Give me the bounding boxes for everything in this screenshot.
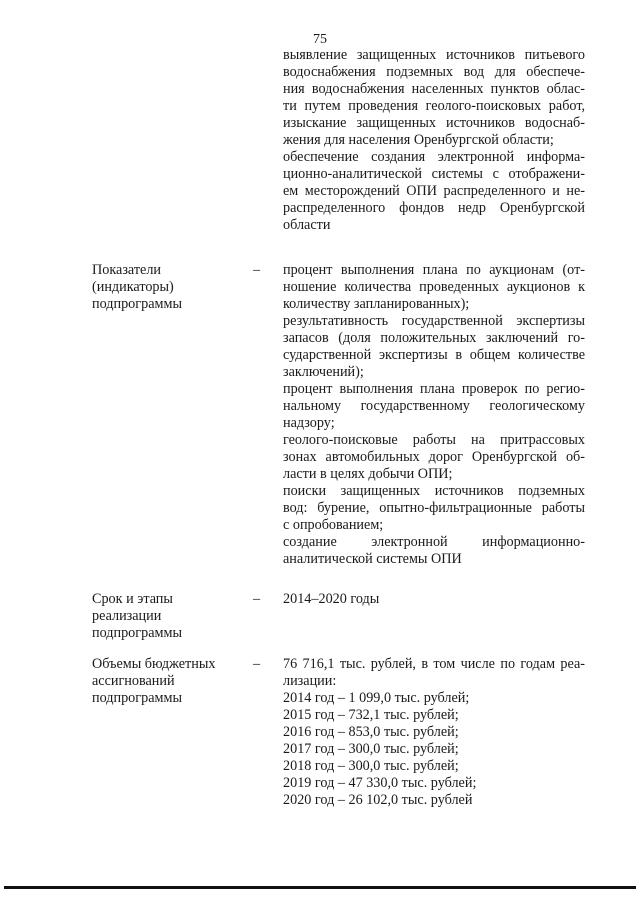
text-line: выявление защищенных источников питьевого: [283, 47, 585, 63]
page-number: 75: [313, 32, 327, 47]
label-line: подпрограммы: [92, 625, 182, 641]
text-line: сударственной экспертизы в общем количестве: [283, 347, 585, 363]
text-line: 2014–2020 годы: [283, 591, 380, 607]
text-line: водоснабжения подземных вод для обеспече-: [283, 64, 585, 80]
section-label: [92, 656, 215, 707]
text-line: результативность государственной экспертизы: [283, 313, 585, 329]
text-line: области: [283, 217, 331, 233]
bottom-rule: [4, 886, 636, 889]
label-line: Срок и этапы: [92, 591, 173, 607]
text-line: количеству запланированных);: [283, 296, 470, 312]
section-label: [92, 591, 182, 642]
text-line: геолого-поисковые работы на притрассовых: [283, 432, 585, 448]
text-line: вод: бурение, опытно-фильтрационные работы: [283, 500, 585, 516]
text-line: нальному государственному геологическому: [283, 398, 585, 414]
text-line: ционно-аналитической системы с отображени-: [283, 166, 585, 182]
text-line: с опробованием;: [283, 517, 384, 533]
text-line: 2015 год – 732,1 тыс. рублей;: [283, 707, 459, 723]
text-line: изыскание защищенных источников водоснаб-: [283, 115, 585, 131]
text-line: лизации:: [283, 673, 337, 689]
text-line: распределенного фондов недр Оренбургской: [283, 200, 585, 216]
text-line: процент выполнения плана проверок по регио-: [283, 381, 585, 397]
label-line: ассигнований: [92, 673, 175, 689]
text-line: 2016 год – 853,0 тыс. рублей;: [283, 724, 459, 740]
label-line: Показатели: [92, 262, 162, 278]
text-line: 76 716,1 тыс. рублей, в том числе по годам реа-: [283, 656, 585, 672]
text-line: 2018 год – 300,0 тыс. рублей;: [283, 758, 459, 774]
text-line: 2020 год – 26 102,0 тыс. рублей: [283, 792, 473, 808]
dash-separator: –: [253, 262, 261, 278]
text-line: заключений);: [283, 364, 364, 380]
label-line: подпрограммы: [92, 296, 182, 312]
text-line: обеспечение создания электронной информа-: [283, 149, 585, 165]
text-line: запасов (доля положительных заключений го-: [283, 330, 585, 346]
text-line: ношение количества проведенных аукционов к: [283, 279, 585, 295]
label-line: подпрограммы: [92, 690, 182, 706]
text-line: 2017 год – 300,0 тыс. рублей;: [283, 741, 459, 757]
dash-separator: –: [253, 656, 261, 672]
label-line: реализации: [92, 608, 162, 624]
text-line: жения для населения Оренбургской области;: [283, 132, 554, 148]
text-line: 2019 год – 47 330,0 тыс. рублей;: [283, 775, 477, 791]
text-line: процент выполнения плана по аукционам (от-: [283, 262, 585, 278]
label-line: Объемы бюджетных: [92, 656, 216, 672]
text-line: 2014 год – 1 099,0 тыс. рублей;: [283, 690, 470, 706]
text-line: ем месторождений ОПИ распределенного и не-: [283, 183, 585, 199]
text-line: зонах автомобильных дорог Оренбургской об-: [283, 449, 585, 465]
text-line: создание электронной информационно-: [283, 534, 585, 550]
text-line: поиски защищенных источников подземных: [283, 483, 585, 499]
text-line: надзору;: [283, 415, 335, 431]
label-line: (индикаторы): [92, 279, 174, 295]
text-line: ния водоснабжения населенных пунктов облас-: [283, 81, 585, 97]
text-line: ти путем проведения геолого-поисковых работ,: [283, 98, 585, 114]
section-label: [92, 262, 182, 313]
text-line: аналитической системы ОПИ: [283, 551, 462, 567]
dash-separator: –: [253, 591, 261, 607]
text-line: ласти в целях добычи ОПИ;: [283, 466, 453, 482]
